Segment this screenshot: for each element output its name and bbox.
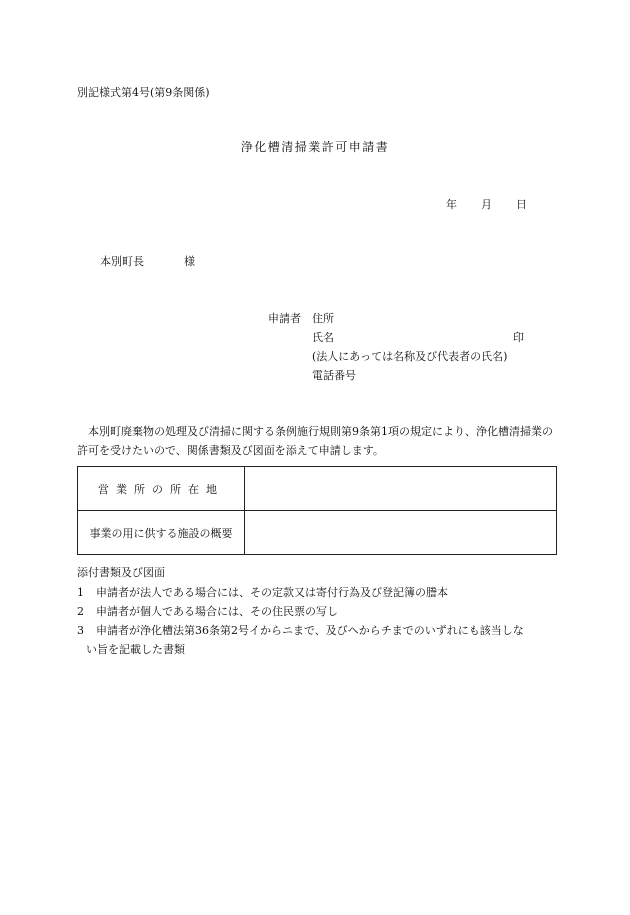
office-location-label: 営業所の所在地 — [78, 467, 245, 511]
page-title: 浄化槽清掃業許可申請書 — [240, 140, 390, 154]
applicant-phone-label: 電話番号 — [312, 369, 356, 382]
list-item — [77, 622, 557, 640]
list-item — [77, 584, 557, 602]
table-row — [78, 511, 557, 555]
applicant-label: 申請者 — [268, 312, 301, 325]
addressee-honorific: 様 — [184, 255, 195, 268]
addressee-name: 本別町長 — [100, 255, 144, 268]
list-item-continuation: い旨を記載した書類 — [86, 643, 185, 656]
list-item-number: 1 — [77, 586, 84, 599]
info-table — [77, 466, 557, 555]
attachments-title: 添付書類及び図面 — [77, 566, 165, 579]
list-item-text: 申請者が個人である場合には、その住民票の写し — [96, 605, 338, 618]
form-number: 別記様式第4号(第9条関係) — [77, 86, 210, 99]
office-location-value — [245, 467, 557, 511]
seal-mark: 印 — [513, 331, 524, 344]
facility-summary-label: 事業の用に供する施設の概要 — [78, 511, 245, 555]
facility-summary-value — [245, 511, 557, 555]
applicant-name-label: 氏名 — [312, 331, 334, 344]
list-item-number: 2 — [77, 605, 84, 618]
list-item-text: 申請者が法人である場合には、その定款又は寄付行為及び登記簿の謄本 — [96, 586, 448, 599]
addressee — [100, 255, 195, 268]
applicant-note: (法人にあっては名称及び代表者の氏名) — [312, 350, 508, 363]
list-item-number: 3 — [77, 624, 84, 637]
list-item — [77, 603, 557, 621]
date-year: 年 — [446, 198, 457, 211]
applicant-address-label: 住所 — [312, 312, 334, 325]
date-line — [446, 198, 527, 211]
list-item-text: 申請者が浄化槽法第36条第2号イからニまで、及びヘからチまでのいずれにも該当しな — [96, 624, 524, 637]
date-day: 日 — [516, 198, 527, 211]
date-month: 月 — [481, 198, 492, 211]
table-row — [78, 467, 557, 511]
body-text: 本別町廃棄物の処理及び清掃に関する条例施行規則第9条第1項の規定により、浄化槽清掃業の許可を受けたいので、関係書類及び図面を添えて申請します。 — [77, 425, 553, 457]
